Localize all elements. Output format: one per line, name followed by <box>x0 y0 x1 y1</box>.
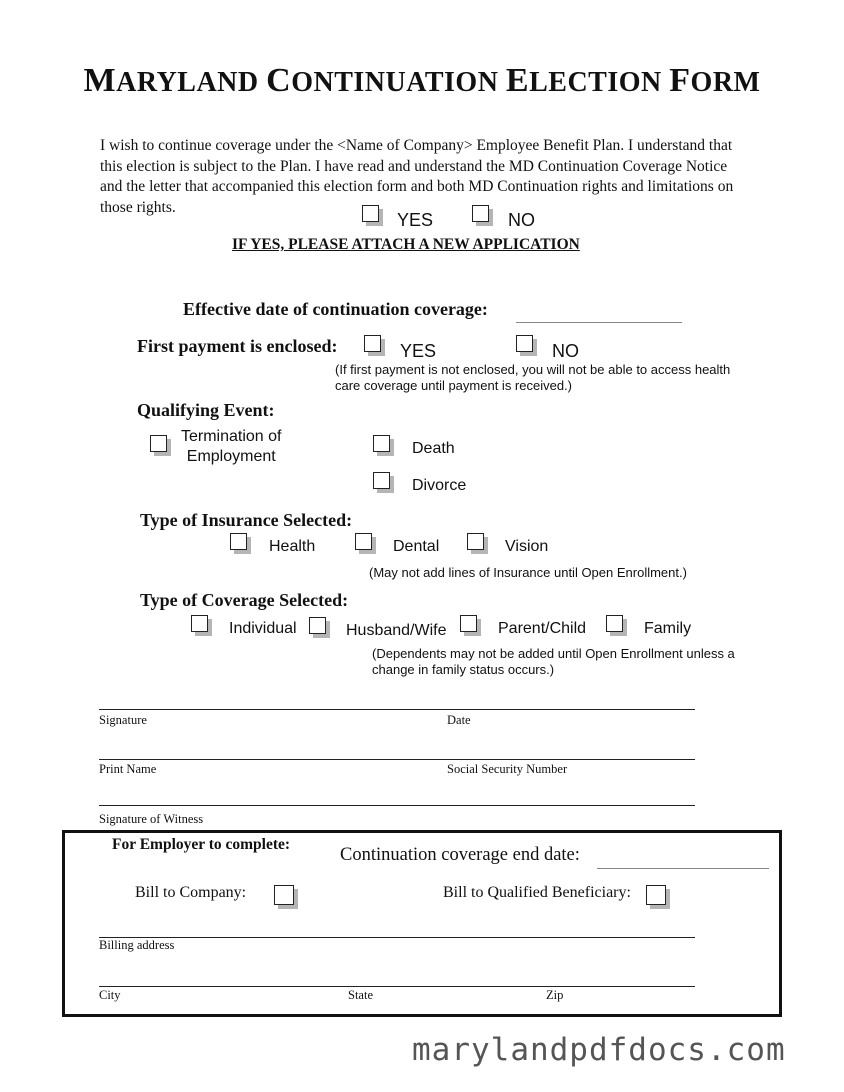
divorce-label: Divorce <box>412 477 467 494</box>
intro-paragraph <box>100 136 790 218</box>
bill-company-checkbox[interactable] <box>274 885 294 905</box>
payment-note-line: care coverage until payment is received.) <box>335 378 573 393</box>
family-checkbox[interactable] <box>606 615 623 632</box>
termination-checkbox[interactable] <box>150 435 167 452</box>
coverage-note-line: change in family status occurs.) <box>372 662 555 677</box>
individual-checkbox[interactable] <box>191 615 208 632</box>
payment-note-line: (If first payment is not enclosed, you will not be able to access health <box>335 362 731 377</box>
parent-child-checkbox[interactable] <box>460 615 477 632</box>
qualifying-event-heading: Qualifying Event: <box>137 400 275 420</box>
termination-label <box>181 427 282 467</box>
title-cap-f: F <box>669 62 691 99</box>
title-cap-e: E <box>505 62 530 99</box>
intro-line: this election is subject to the Plan. I have read and understand the MD Continuation Coverage Notice <box>100 157 728 175</box>
death-checkbox[interactable] <box>373 435 390 452</box>
intro-line: those rights. <box>100 198 176 216</box>
payment-note <box>335 362 730 394</box>
city-label: City <box>99 988 121 1002</box>
bill-company-label: Bill to Company: <box>135 884 247 901</box>
payment-yes-label: YES <box>400 341 437 361</box>
bill-beneficiary-checkbox[interactable] <box>646 885 666 905</box>
zip-label: Zip <box>546 988 564 1002</box>
health-label: Health <box>269 538 316 555</box>
title-cap-c: C <box>266 62 292 99</box>
payment-yes-checkbox[interactable] <box>364 335 381 352</box>
witness-signature-line[interactable] <box>99 805 695 806</box>
state-label: State <box>348 988 373 1002</box>
bill-beneficiary-label: Bill to Qualified Beneficiary: <box>443 884 631 901</box>
election-yes-label: YES <box>397 210 434 230</box>
employer-heading: For Employer to complete: <box>112 836 291 853</box>
termination-label-line: Termination of <box>181 428 282 445</box>
form-title <box>0 62 844 100</box>
title-rest-3: LECTION <box>529 67 662 98</box>
first-payment-label: First payment is enclosed: <box>137 336 338 356</box>
dental-label: Dental <box>393 538 440 555</box>
payment-no-label: NO <box>552 341 579 361</box>
dental-checkbox[interactable] <box>355 533 372 550</box>
coverage-type-heading: Type of Coverage Selected: <box>140 590 349 610</box>
print-name-label: Print Name <box>99 762 157 776</box>
end-date-label: Continuation coverage end date: <box>340 845 580 865</box>
vision-label: Vision <box>505 538 549 555</box>
title-rest-4: ORM <box>690 67 761 98</box>
individual-label: Individual <box>229 620 297 637</box>
site-watermark: marylandpdfdocs.com <box>412 1032 786 1068</box>
death-label: Death <box>412 440 455 457</box>
billing-address-line[interactable] <box>99 937 695 938</box>
vision-checkbox[interactable] <box>467 533 484 550</box>
divorce-checkbox[interactable] <box>373 472 390 489</box>
election-yes-checkbox[interactable] <box>362 205 379 222</box>
signature-label: Signature <box>99 713 147 727</box>
insurance-type-heading: Type of Insurance Selected: <box>140 510 353 530</box>
signature-line[interactable] <box>99 709 695 710</box>
city-state-zip-line[interactable] <box>99 986 695 987</box>
husband-wife-label: Husband/Wife <box>346 622 447 639</box>
intro-line: and the letter that accompanied this election form and both MD Continuation rights and limitations on <box>100 178 734 195</box>
effective-date-field[interactable] <box>516 322 682 323</box>
intro-line: I wish to continue coverage under the <Name of Company> Employee Benefit Plan. I understand that <box>100 137 733 154</box>
billing-address-label: Billing address <box>99 938 175 952</box>
payment-no-checkbox[interactable] <box>516 335 533 352</box>
date-label: Date <box>447 713 471 727</box>
family-label: Family <box>644 620 692 637</box>
attach-application-notice: IF YES, PLEASE ATTACH A NEW APPLICATION <box>232 236 580 253</box>
election-no-label: NO <box>508 210 535 230</box>
election-no-checkbox[interactable] <box>472 205 489 222</box>
coverage-note <box>372 646 735 678</box>
end-date-field[interactable] <box>597 868 769 869</box>
title-rest-2: ONTINUATION <box>291 67 499 98</box>
witness-label: Signature of Witness <box>99 812 204 826</box>
coverage-note-line: (Dependents may not be added until Open Enrollment unless a <box>372 646 735 661</box>
title-rest-1: ARYLAND <box>116 67 259 98</box>
husband-wife-checkbox[interactable] <box>309 617 326 634</box>
parent-child-label: Parent/Child <box>498 620 587 637</box>
termination-label-line: Employment <box>186 448 276 465</box>
effective-date-label: Effective date of continuation coverage: <box>183 299 488 319</box>
title-cap-m: M <box>83 62 117 99</box>
print-name-line[interactable] <box>99 759 695 760</box>
ssn-label: Social Security Number <box>447 762 568 776</box>
health-checkbox[interactable] <box>230 533 247 550</box>
insurance-note: (May not add lines of Insurance until Open Enrollment.) <box>369 565 687 580</box>
